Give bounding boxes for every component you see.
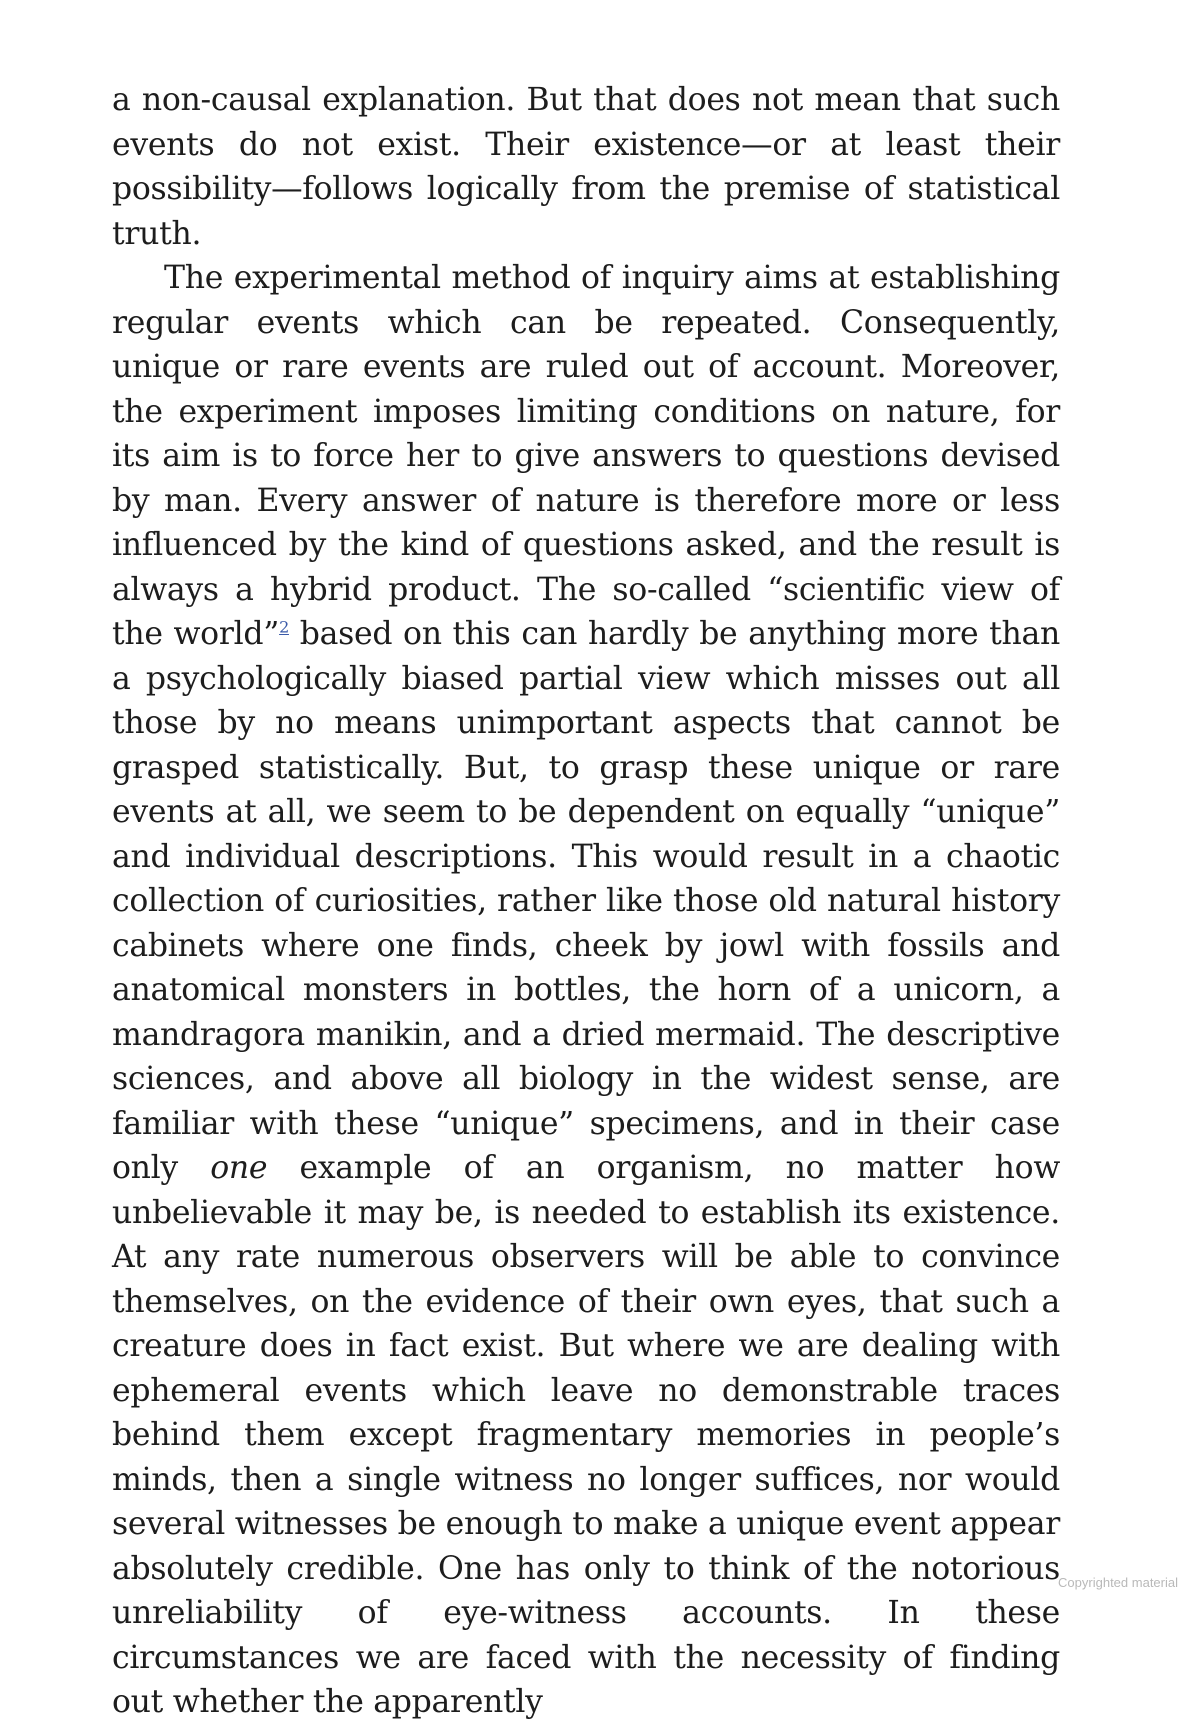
paragraph-1: a non-causal explanation. But that does not mean that such events do not exist. Their existence—or at least their possibility—follows logically from the premise of statistical truth. (112, 82, 1060, 252)
paragraph-2-text-part-3: example of an organism, no matter how unbelievable it may be, is needed to establish its existence. At any rate numerous observers will be able to convince themselves, on the evidence of their own eyes, that such a creature does in fact exist. But where we are dealing with ephemeral events which leave no demonstrable traces behind them except fragmentary memories in people’s minds, then a single witness no longer suffices, nor would several witnesses be enough to make a unique event appear absolutely credible. One has only to think of the notorious unreliability of eye-witness accounts. In these circumstances we are faced with the necessity of finding out whether the apparently (112, 1150, 1060, 1720)
footnote-reference-link[interactable]: 2 (279, 617, 289, 637)
paragraph-2-text-part-1: The experimental method of inquiry aims at establishing regular events which can be repeated. Consequently, unique or rare events are ruled out of account. Moreover, the experiment imposes limiting conditions on nature, for its aim is to force her to give answers to questions devised by man. Every answer of nature is therefore more or less influenced by the kind of questions asked, and the result is always a hybrid product. The so-called “scientific view of the world” (112, 260, 1060, 652)
paragraph-2-text-part-2: based on this can hardly be anything more than a psychologically biased partial view which misses out all those by no means unimportant aspects that cannot be grasped statistically. But, to grasp these unique or rare events at all, we seem to be dependent on equally “unique” and individual descriptions. This would result in a chaotic collection of curiosities, rather like those old natural history cabinets where one finds, cheek by jowl with fossils and anatomical monsters in bottles, the horn of a unicorn, a mandragora manikin, and a dried mermaid. The descriptive sciences, and above all biology in the widest sense, are familiar with these “unique” specimens, and in their case only (112, 616, 1060, 1186)
paragraph-2 (112, 256, 1060, 1725)
copyright-watermark: Copyrighted material (1058, 1575, 1178, 1590)
emphasized-word: one (210, 1150, 268, 1186)
page-text-block (112, 78, 1060, 1725)
